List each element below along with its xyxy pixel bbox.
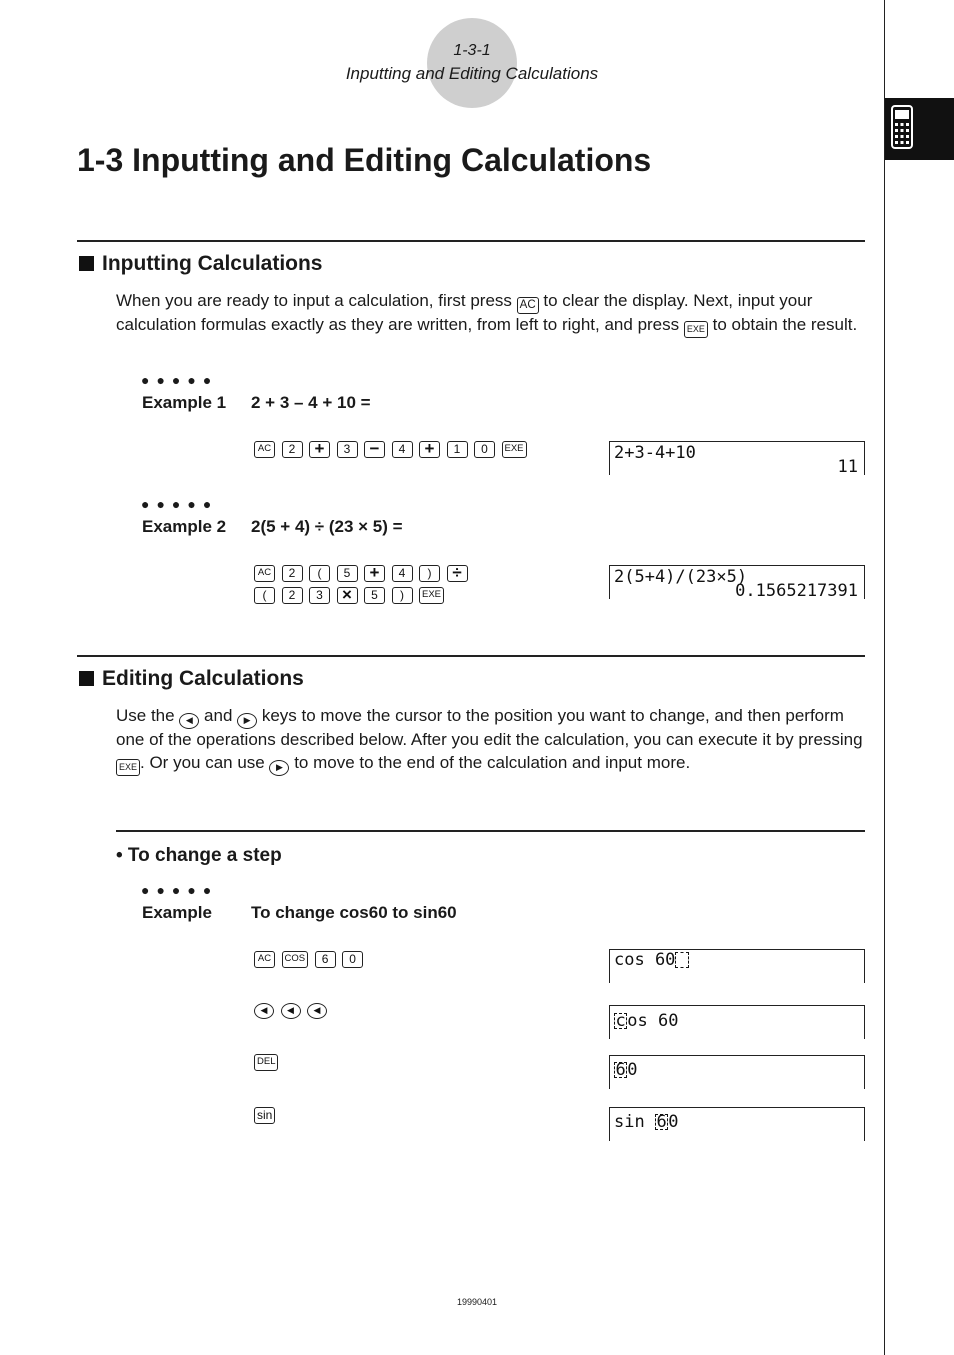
subsection-heading: • To change a step: [116, 845, 282, 866]
digit-0-key-icon: 0: [474, 441, 495, 458]
cursor-icon: 6: [656, 1112, 667, 1132]
step-3-screen: [609, 1055, 865, 1089]
digit-5-key-icon: 5: [364, 587, 385, 604]
footer-code: 19990401: [456, 1297, 498, 1307]
example-1-label: Example 1: [142, 393, 227, 412]
screen-line-1: cos 60: [614, 950, 689, 970]
calculator-icon: [891, 105, 913, 149]
running-title: Inputting and Editing Calculations: [345, 64, 599, 83]
divide-key-icon: ÷: [447, 565, 468, 582]
screen-line-2: 0.1565217391: [735, 581, 858, 601]
screen-line-1: 60: [615, 1060, 638, 1080]
cursor-icon: c: [615, 1011, 626, 1031]
digit-4-key-icon: 4: [392, 565, 413, 582]
page-number: 1-3-1: [453, 42, 491, 59]
example-1-keys: [254, 441, 533, 458]
step-1-screen: [609, 949, 865, 983]
screen-line-1: 2(5+4)/(23×5): [614, 567, 748, 587]
inputting-paragraph: When you are ready to input a calculation, first press AC to clear the display. Next, input your calculation formulas exactly as they are written, from left to right, and press EXE to obtain the result.: [116, 290, 868, 338]
square-bullet-icon: [79, 671, 94, 686]
example-label: Example: [142, 903, 212, 922]
digit-2-key-icon: 2: [282, 565, 303, 582]
ac-key-icon: AC: [517, 297, 539, 314]
example-2-keys-row-2: [254, 587, 451, 604]
digit-0-key-icon: 0: [342, 951, 363, 968]
ac-key-icon: AC: [254, 951, 275, 968]
open-paren-key-icon: (: [309, 565, 330, 582]
exe-key-icon: EXE: [684, 321, 708, 338]
digit-3-key-icon: 3: [309, 587, 330, 604]
step-3-keys: [254, 1054, 285, 1071]
cursor-icon: [675, 952, 688, 968]
digit-1-key-icon: 1: [447, 441, 468, 458]
digit-2-key-icon: 2: [282, 587, 303, 604]
ac-key-icon: AC: [254, 565, 275, 582]
example-1-expression: 2 + 3 – 4 + 10 =: [251, 393, 371, 412]
open-paren-key-icon: (: [254, 587, 275, 604]
close-paren-key-icon: ): [392, 587, 413, 604]
right-arrow-key-icon: ▶: [237, 713, 257, 729]
chapter-side-tab: [885, 98, 954, 160]
step-4-keys: [254, 1107, 282, 1124]
example-1-screen: [609, 441, 865, 475]
header-circle: [427, 18, 517, 108]
cursor-icon: 6: [615, 1060, 626, 1080]
step-1-keys: [254, 951, 370, 968]
exe-key-icon: EXE: [419, 587, 444, 604]
chapter-title: 1-3 Inputting and Editing Calculations: [77, 142, 652, 178]
close-paren-key-icon: ): [419, 565, 440, 582]
example-description: To change cos60 to sin60: [251, 903, 457, 922]
section-rule: [77, 240, 865, 242]
section-heading-editing: Editing Calculations: [79, 667, 304, 691]
screen-line-2: 11: [837, 457, 858, 477]
example-dots: ●●●●●: [141, 372, 219, 388]
plus-key-icon: +: [364, 565, 385, 582]
screen-line-1: sin 60: [614, 1112, 679, 1132]
left-arrow-key-icon: ◀: [254, 1003, 274, 1019]
section-heading-inputting: Inputting Calculations: [79, 252, 323, 276]
screen-line-1: cos 60: [615, 1011, 679, 1031]
ac-key-icon: AC: [254, 441, 275, 458]
example-2-label: Example 2: [142, 517, 227, 536]
subsection-rule: [116, 830, 865, 832]
section-rule: [77, 655, 865, 657]
step-2-screen: [609, 1005, 865, 1039]
left-arrow-key-icon: ◀: [307, 1003, 327, 1019]
exe-key-icon: EXE: [116, 759, 140, 776]
page-edge-line: [884, 0, 885, 1355]
screen-line-1: 2+3-4+10: [614, 443, 696, 463]
left-arrow-key-icon: ◀: [281, 1003, 301, 1019]
example-dots: ●●●●●: [141, 496, 219, 512]
digit-5-key-icon: 5: [337, 565, 358, 582]
del-key-icon: DEL: [254, 1054, 278, 1071]
editing-paragraph: Use the ◀ and ▶ keys to move the cursor to the position you want to change, and then perform one of the operations described below. After you edit the calculation, you can execute it by pressing EXE . Or you can use ▶ to move to the end of the calculation and input more.: [116, 705, 868, 776]
exe-key-icon: EXE: [502, 441, 527, 458]
digit-2-key-icon: 2: [282, 441, 303, 458]
digit-4-key-icon: 4: [392, 441, 413, 458]
example-2-screen: [609, 565, 865, 599]
step-4-screen: [609, 1107, 865, 1141]
example-dots: ●●●●●: [141, 882, 219, 898]
right-arrow-key-icon: ▶: [269, 760, 289, 776]
multiply-key-icon: ×: [337, 587, 358, 604]
left-arrow-key-icon: ◀: [179, 713, 199, 729]
step-2-keys: [254, 1003, 334, 1019]
digit-3-key-icon: 3: [337, 441, 358, 458]
plus-key-icon: +: [309, 441, 330, 458]
cos-key-icon: COS: [282, 951, 309, 968]
square-bullet-icon: [79, 256, 94, 271]
example-2-keys-row-1: [254, 565, 474, 582]
digit-6-key-icon: 6: [315, 951, 336, 968]
example-2-expression: 2(5 + 4) ÷ (23 × 5) =: [251, 517, 403, 536]
sin-key-icon: sin: [254, 1107, 275, 1124]
minus-key-icon: −: [364, 441, 385, 458]
plus-key-icon: +: [419, 441, 440, 458]
